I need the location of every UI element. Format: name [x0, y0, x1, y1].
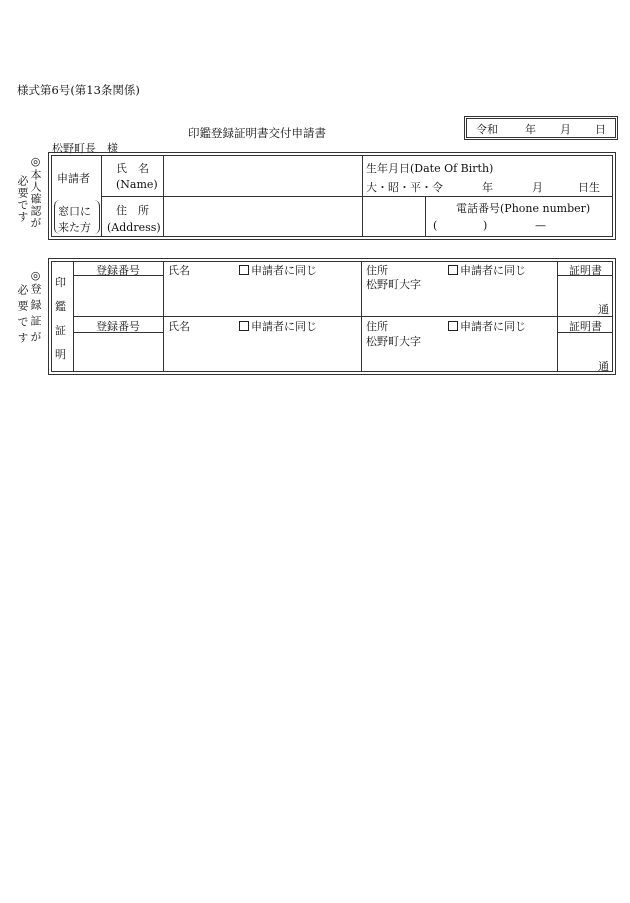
dob-day: 日生	[578, 181, 600, 194]
reg-no-label: 登録番号	[96, 264, 140, 277]
checkbox-icon	[239, 265, 249, 275]
side-note-identity-mark: ◎	[30, 155, 41, 168]
window-label-2: 来た方	[58, 221, 91, 234]
cert-count-label: 証明書	[569, 264, 602, 277]
date-box[interactable]	[464, 116, 618, 140]
applicant-name-field[interactable]	[165, 157, 360, 194]
side-note-identity-col2: 本人確認が	[29, 168, 42, 229]
phone-field[interactable]	[427, 216, 611, 234]
dob-eras: 大・昭・平・令	[366, 181, 443, 194]
date-year: 年	[525, 123, 536, 136]
form-title: 印鑑登録証明書交付申請書	[188, 126, 326, 140]
applicant-address-field[interactable]	[165, 198, 423, 235]
cert-address-label: 住所	[366, 320, 388, 333]
side-note-card-col1: 必要です	[16, 284, 29, 348]
addr-same-as-applicant-checkbox[interactable]	[448, 262, 526, 278]
date-month: 月	[560, 123, 571, 136]
applicant-label: 申請者	[57, 172, 90, 185]
name-label: 氏 名	[116, 162, 149, 175]
reg-no-label: 登録番号	[96, 320, 140, 333]
same-as-applicant-checkbox[interactable]	[239, 318, 317, 334]
cert-address-label: 住所	[366, 264, 388, 277]
same-as-applicant-label: 申請者に同じ	[251, 264, 317, 277]
address-label-en: (Address)	[107, 221, 161, 234]
dob-year: 年	[482, 181, 493, 194]
cert-count-unit: 通	[598, 360, 609, 373]
phone-open-paren: (	[433, 219, 438, 232]
reg-no-field[interactable]	[75, 334, 161, 371]
town-label: 松野町大字	[366, 335, 421, 348]
dob-month: 月	[532, 181, 543, 194]
checkbox-icon	[448, 265, 458, 275]
cert-section-char-4: 明	[55, 348, 66, 361]
dob-label: 生年月日(Date Of Birth)	[366, 162, 494, 175]
town-label: 松野町大字	[366, 278, 421, 291]
same-as-applicant-label: 申請者に同じ	[251, 320, 317, 333]
date-era: 令和	[476, 123, 498, 136]
cert-count-unit: 通	[598, 303, 609, 316]
cert-section-char-3: 証	[55, 324, 66, 337]
cert-section-char-2: 鑑	[55, 300, 66, 313]
cert-name-label: 氏名	[168, 264, 190, 277]
phone-close-paren: )	[483, 219, 488, 232]
phone-dash: —	[535, 219, 546, 232]
addr-same-as-applicant-label: 申請者に同じ	[460, 264, 526, 277]
address-label: 住 所	[116, 204, 149, 217]
phone-label: 電話番号(Phone number)	[456, 202, 591, 215]
window-label-1: 窓口に	[58, 205, 91, 218]
dob-field[interactable]	[364, 176, 611, 194]
same-as-applicant-checkbox[interactable]	[239, 262, 317, 278]
addr-same-as-applicant-label: 申請者に同じ	[460, 320, 526, 333]
addressee: 松野町長 様	[52, 142, 118, 155]
form-number: 様式第6号(第13条関係)	[17, 83, 140, 97]
checkbox-icon	[239, 321, 249, 331]
name-label-en: (Name)	[116, 178, 158, 191]
side-note-card-col2: 登録証が	[29, 282, 42, 347]
checkbox-icon	[448, 321, 458, 331]
side-note-identity	[17, 155, 41, 229]
cert-name-label: 氏名	[168, 320, 190, 333]
side-note-card-mark: ◎	[30, 269, 41, 283]
cert-section-char-1: 印	[55, 276, 66, 289]
date-day: 日	[595, 123, 606, 136]
cert-count-label: 証明書	[569, 320, 602, 333]
reg-no-field[interactable]	[75, 277, 161, 314]
addr-same-as-applicant-checkbox[interactable]	[448, 318, 526, 334]
side-note-card	[17, 268, 41, 348]
side-note-identity-col1: 必要です	[16, 174, 29, 223]
